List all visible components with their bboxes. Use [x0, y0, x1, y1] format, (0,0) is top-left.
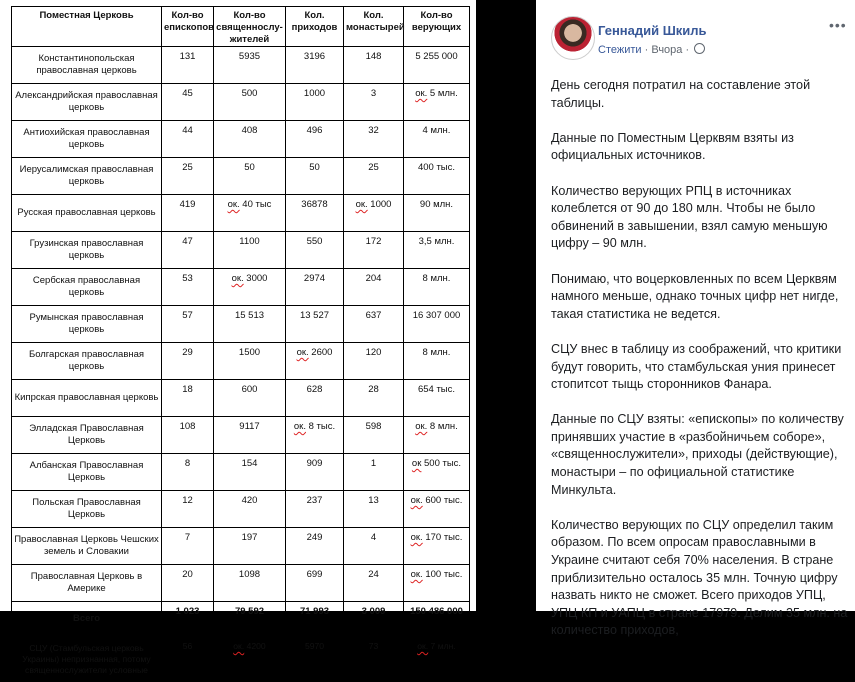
table-row	[12, 343, 470, 380]
clergy-cell: 15 513	[214, 306, 286, 343]
believers-cell: 90 млн.	[404, 195, 470, 232]
total-row	[12, 602, 470, 637]
bishops-cell: 419	[162, 195, 214, 232]
column-header: Кол-во верующих	[404, 7, 470, 47]
table-header-row	[12, 7, 470, 47]
clergy-cell: 1098	[214, 565, 286, 602]
clergy-cell: 197	[214, 528, 286, 565]
bishops-cell: 44	[162, 121, 214, 158]
follow-link[interactable]: Стежити	[598, 44, 642, 56]
parishes-cell: 71 993	[286, 602, 344, 637]
church-name-cell: Польская Православная Церковь	[12, 491, 162, 528]
parishes-cell: 1000	[286, 84, 344, 121]
parishes-cell: 628	[286, 380, 344, 417]
church-name-cell: Грузинская православная церковь	[12, 232, 162, 269]
globe-icon	[694, 43, 705, 54]
clergy-cell: 1100	[214, 232, 286, 269]
column-header: Кол. монастырей	[344, 7, 404, 47]
bishops-cell: 45	[162, 84, 214, 121]
church-name-cell: Элладская Православная Церковь	[12, 417, 162, 454]
approx-mark: ок	[411, 458, 422, 469]
believers-cell: 150 486 000	[404, 602, 470, 637]
believers-cell: ок. 8 млн.	[404, 417, 470, 454]
parishes-cell: 2974	[286, 269, 344, 306]
table-row	[12, 195, 470, 232]
post-paragraph: Понимаю, что воцерковленных по всем Церквям намного меньше, однако точных цифр нет нигде, такая статистика не ведется.	[551, 271, 839, 321]
believers-cell: 8 млн.	[404, 269, 470, 306]
believers-cell: ок 500 тыс.	[404, 454, 470, 491]
parishes-cell: 50	[286, 158, 344, 195]
post-paragraph: Количество верующих РПЦ в источниках колеблется от 90 до 180 млн. Чтобы не было обвинений в завышении, взял самую меньшую цифру – 90 млн.	[551, 183, 828, 251]
table-row	[12, 528, 470, 565]
bishops-cell: 25	[162, 158, 214, 195]
monasteries-cell: 120	[344, 343, 404, 380]
believers-cell: ок. 5 млн.	[404, 84, 470, 121]
church-name-cell: Антиохийская православная церковь	[12, 121, 162, 158]
approx-mark: ок.	[296, 347, 309, 358]
church-name-cell: Кипрская православная церковь	[12, 380, 162, 417]
monasteries-cell: 1	[344, 454, 404, 491]
parishes-cell: 550	[286, 232, 344, 269]
bishops-cell: 18	[162, 380, 214, 417]
column-header: Поместная Церковь	[12, 7, 162, 47]
table-row	[12, 417, 470, 454]
bishops-cell: 1 023	[162, 602, 214, 637]
bishops-cell: 56	[162, 637, 214, 682]
parishes-cell: 496	[286, 121, 344, 158]
post-paragraph: День сегодня потратил на составление этой таблицы.	[551, 78, 811, 110]
churches-table	[11, 6, 470, 682]
bishops-cell: 29	[162, 343, 214, 380]
believers-cell: 654 тыс.	[404, 380, 470, 417]
black-divider	[476, 0, 536, 611]
clergy-cell: ок. 3000	[214, 269, 286, 306]
column-header: Кол-во священнослу-жителей	[214, 7, 286, 47]
bishops-cell: 20	[162, 565, 214, 602]
bishops-cell: 108	[162, 417, 214, 454]
parishes-cell: 36878	[286, 195, 344, 232]
table-row	[12, 454, 470, 491]
meta-separator: ·	[644, 44, 652, 56]
monasteries-cell: 598	[344, 417, 404, 454]
clergy-cell: 9117	[214, 417, 286, 454]
clergy-cell: 154	[214, 454, 286, 491]
table-row	[12, 565, 470, 602]
clergy-cell: 600	[214, 380, 286, 417]
post-paragraph: Данные по СЦУ взяты: «епископы» по количеству принявших участие в «разбойничьем соборе», «священнослужители», приходы (действующие), монастыри – по официальной статистике Минкульта.	[551, 412, 844, 497]
approx-mark: ок.	[355, 199, 368, 210]
post-text	[551, 77, 851, 658]
monasteries-cell: 204	[344, 269, 404, 306]
table-row	[12, 380, 470, 417]
clergy-cell: ок. 4200	[214, 637, 286, 682]
monasteries-cell: 637	[344, 306, 404, 343]
church-name-cell: Константинопольская православная церковь	[12, 47, 162, 84]
church-name-cell: Румынская православная церковь	[12, 306, 162, 343]
table-row	[12, 84, 470, 121]
believers-cell: ок. 170 тыс.	[404, 528, 470, 565]
approx-mark: ок.	[415, 88, 428, 99]
post-paragraph: СЦУ внес в таблицу из соображений, что критики будут говорить, что стамбульская уния принесет стопитсот тыщь сторонников Фанара.	[551, 341, 842, 392]
church-name-cell: Сербская православная церковь	[12, 269, 162, 306]
table-body	[12, 47, 470, 682]
believers-cell: 8 млн.	[404, 343, 470, 380]
bishops-cell: 57	[162, 306, 214, 343]
post-meta	[598, 43, 705, 56]
table-row	[12, 306, 470, 343]
monasteries-cell: 148	[344, 47, 404, 84]
parishes-cell: 3196	[286, 47, 344, 84]
approx-mark: ок.	[227, 199, 240, 210]
bishops-cell: 12	[162, 491, 214, 528]
bishops-cell: 8	[162, 454, 214, 491]
table-row	[12, 121, 470, 158]
approx-mark: ок.	[410, 569, 423, 580]
church-name-cell: Русская православная церковь	[12, 195, 162, 232]
monasteries-cell: 4	[344, 528, 404, 565]
bishops-cell: 53	[162, 269, 214, 306]
approx-mark: ок.	[415, 421, 428, 432]
bishops-cell: 7	[162, 528, 214, 565]
parishes-cell: ок. 8 тыс.	[286, 417, 344, 454]
believers-cell: ок. 600 тыс.	[404, 491, 470, 528]
author-name[interactable]: Геннадий Шкиль	[598, 23, 707, 38]
post-time[interactable]: Вчора	[651, 44, 683, 56]
parishes-cell: 5970	[286, 637, 344, 682]
clergy-cell: 500	[214, 84, 286, 121]
approx-mark: ок.	[293, 421, 306, 432]
parishes-cell: 909	[286, 454, 344, 491]
more-options-icon[interactable]: •••	[829, 17, 847, 33]
clergy-cell: 420	[214, 491, 286, 528]
approx-mark: ок.	[410, 532, 423, 543]
church-name-cell: Александрийская православная церковь	[12, 84, 162, 121]
believers-cell: ок. 7 млн.	[404, 637, 470, 682]
author-avatar[interactable]	[551, 16, 595, 60]
bishops-cell: 131	[162, 47, 214, 84]
monasteries-cell: 25	[344, 158, 404, 195]
bishops-cell: 47	[162, 232, 214, 269]
monasteries-cell: 32	[344, 121, 404, 158]
believers-cell: 5 255 000	[404, 47, 470, 84]
parishes-cell: 13 527	[286, 306, 344, 343]
clergy-cell: 5935	[214, 47, 286, 84]
believers-cell: 16 307 000	[404, 306, 470, 343]
monasteries-cell: 24	[344, 565, 404, 602]
clergy-cell: ок. 40 тыс	[214, 195, 286, 232]
facebook-post	[536, 0, 855, 638]
parishes-cell: ок. 2600	[286, 343, 344, 380]
monasteries-cell: 28	[344, 380, 404, 417]
column-header: Кол-во епископов	[162, 7, 214, 47]
church-name-cell: Православная Церковь в Америке	[12, 565, 162, 602]
church-name-cell: Албанская Православная Церковь	[12, 454, 162, 491]
church-name-cell: Всего	[12, 602, 162, 637]
table-row	[12, 232, 470, 269]
church-name-cell: Православная Церковь Чешских земель и Словакии	[12, 528, 162, 565]
meta-separator: ·	[685, 44, 693, 56]
monasteries-cell: 13	[344, 491, 404, 528]
parishes-cell: 237	[286, 491, 344, 528]
monasteries-cell: ок. 1000	[344, 195, 404, 232]
approx-mark: ок.	[233, 641, 245, 651]
believers-cell: 3,5 млн.	[404, 232, 470, 269]
post-paragraph: Количество верующих по СЦУ определил таким образом. По всем опросам православными в Украине считают себя 70% населения. В стране приблизительно осталось 35 млн. Точную цифру назвать никто не сможет. Всего приходов УПЦ, УПЦ КП и УАПЦ в стране 17979. Делим 35 млн. на количество приходов,	[551, 517, 848, 638]
believers-cell: 4 млн.	[404, 121, 470, 158]
monasteries-cell: 3	[344, 84, 404, 121]
table-row	[12, 158, 470, 195]
parishes-cell: 699	[286, 565, 344, 602]
clergy-cell: 1500	[214, 343, 286, 380]
monasteries-cell: 3 009	[344, 602, 404, 637]
post-paragraph: Данные по Поместным Церквям взяты из официальных источников.	[551, 130, 794, 163]
believers-cell: ок. 100 тыс.	[404, 565, 470, 602]
approx-mark: ок.	[231, 273, 244, 284]
clergy-cell: 79 592	[214, 602, 286, 637]
believers-cell: 400 тыс.	[404, 158, 470, 195]
table-row	[12, 47, 470, 84]
clergy-cell: 50	[214, 158, 286, 195]
table-row	[12, 269, 470, 306]
approx-mark: ок.	[417, 641, 429, 651]
scu-row	[12, 637, 470, 682]
clergy-cell: 408	[214, 121, 286, 158]
church-name-cell: Иерусалимская православная церковь	[12, 158, 162, 195]
column-header: Кол. приходов	[286, 7, 344, 47]
approx-mark: ок.	[410, 495, 423, 506]
church-name-cell: Болгарская православная церковь	[12, 343, 162, 380]
parishes-cell: 249	[286, 528, 344, 565]
monasteries-cell: 172	[344, 232, 404, 269]
table-row	[12, 491, 470, 528]
church-name-cell: СЦУ (Стамбульская церковь Украины) непризнанная, потому священнослужители условные	[12, 637, 162, 682]
monasteries-cell: 73	[344, 637, 404, 682]
